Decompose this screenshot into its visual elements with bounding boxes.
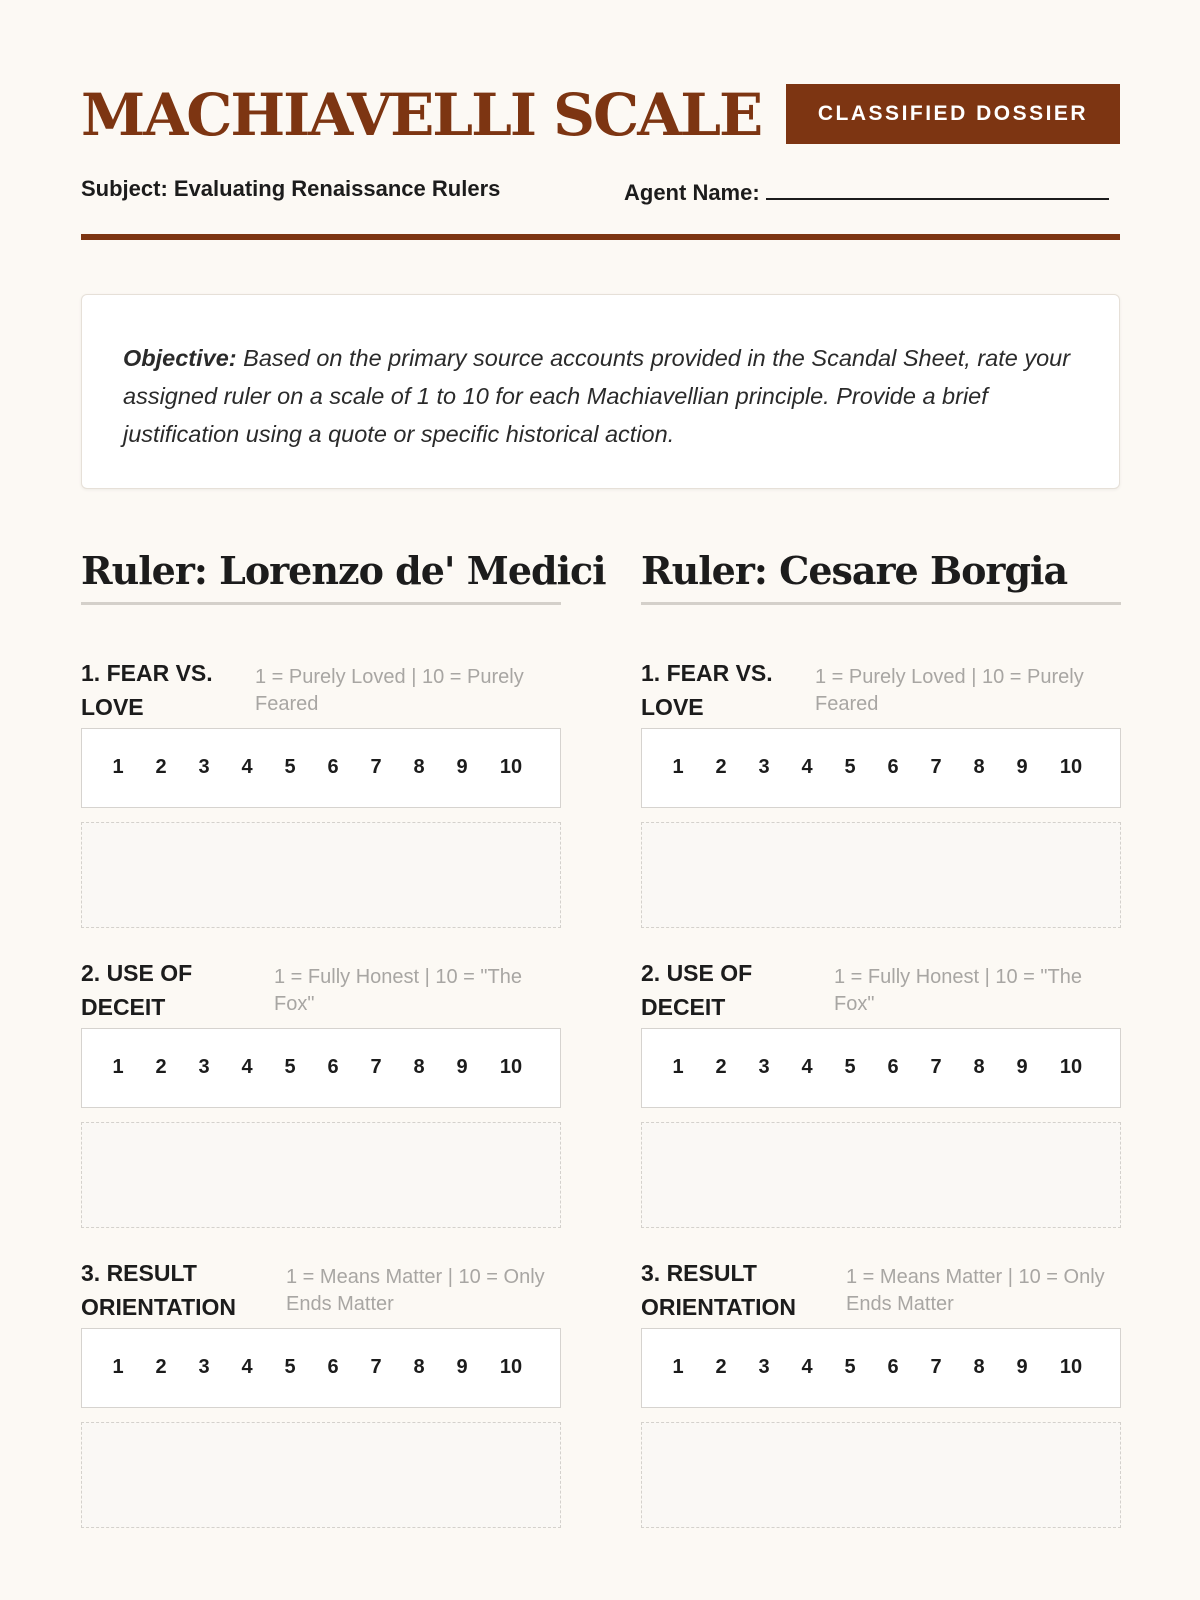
justification-box[interactable] — [81, 1122, 561, 1228]
rating-option-7[interactable]: 7 — [370, 1356, 382, 1378]
justification-box[interactable] — [81, 1422, 561, 1528]
ruler-divider — [81, 602, 561, 605]
rating-option-9[interactable]: 9 — [1016, 1056, 1028, 1078]
rating-option-5[interactable]: 5 — [844, 756, 856, 778]
rating-option-7[interactable]: 7 — [930, 756, 942, 778]
rating-option-3[interactable]: 3 — [198, 756, 210, 778]
rating-option-5[interactable]: 5 — [284, 756, 296, 778]
rating-scale — [641, 1028, 1121, 1108]
rating-option-6[interactable]: 6 — [887, 756, 899, 778]
rating-option-5[interactable]: 5 — [844, 1056, 856, 1078]
justification-box[interactable] — [641, 822, 1121, 928]
criterion-label: 1. FEAR VS. LOVE — [641, 660, 773, 720]
rating-option-9[interactable]: 9 — [456, 1056, 468, 1078]
rating-option-8[interactable]: 8 — [973, 1356, 985, 1378]
rating-option-2[interactable]: 2 — [155, 756, 167, 778]
criterion-scale-description: 1 = Purely Loved | 10 = Purely Feared — [815, 666, 1084, 715]
criterion-scale-description: 1 = Means Matter | 10 = Only Ends Matter — [286, 1266, 545, 1315]
rating-option-6[interactable]: 6 — [327, 1356, 339, 1378]
rating-option-4[interactable]: 4 — [241, 1056, 253, 1078]
rating-option-3[interactable]: 3 — [198, 1056, 210, 1078]
rating-option-5[interactable]: 5 — [284, 1356, 296, 1378]
rating-option-6[interactable]: 6 — [887, 1056, 899, 1078]
rating-option-1[interactable]: 1 — [112, 756, 124, 778]
rating-option-8[interactable]: 8 — [413, 1056, 425, 1078]
header-divider — [81, 234, 1120, 240]
rating-option-1[interactable]: 1 — [672, 756, 684, 778]
rating-option-9[interactable]: 9 — [1016, 756, 1028, 778]
rating-option-5[interactable]: 5 — [844, 1356, 856, 1378]
rating-scale — [641, 1328, 1121, 1408]
rating-option-3[interactable]: 3 — [758, 1056, 770, 1078]
criterion-scale-description: 1 = Fully Honest | 10 = "The Fox" — [834, 966, 1082, 1015]
rating-option-7[interactable]: 7 — [930, 1056, 942, 1078]
rating-option-9[interactable]: 9 — [1016, 1356, 1028, 1378]
rating-option-10[interactable]: 10 — [499, 1356, 523, 1378]
justification-box[interactable] — [641, 1422, 1121, 1528]
objective-text: Based on the primary source accounts provided in the Scandal Sheet, rate your assigned ruler on a scale of 1 to 10 for each Machiavellian principle. Provide a brief justification using a quote or specific historical action. — [123, 345, 1071, 447]
rating-option-6[interactable]: 6 — [327, 1056, 339, 1078]
rating-option-10[interactable]: 10 — [499, 1056, 523, 1078]
rating-option-4[interactable]: 4 — [801, 756, 813, 778]
rating-option-8[interactable]: 8 — [413, 756, 425, 778]
rating-option-6[interactable]: 6 — [327, 756, 339, 778]
rating-option-3[interactable]: 3 — [758, 1356, 770, 1378]
rating-scale — [81, 728, 561, 808]
rating-option-9[interactable]: 9 — [456, 1356, 468, 1378]
agent-name-blank[interactable] — [766, 176, 1109, 200]
rating-option-10[interactable]: 10 — [499, 756, 523, 778]
criterion-label: 3. RESULT ORIENTATION — [641, 1260, 797, 1320]
rating-option-3[interactable]: 3 — [198, 1356, 210, 1378]
rating-option-1[interactable]: 1 — [672, 1056, 684, 1078]
rating-option-8[interactable]: 8 — [973, 1056, 985, 1078]
classified-badge: CLASSIFIED DOSSIER — [786, 84, 1120, 144]
objective-lead: Objective: — [123, 345, 237, 371]
criterion-scale-description: 1 = Fully Honest | 10 = "The Fox" — [274, 966, 522, 1015]
rating-option-10[interactable]: 10 — [1059, 1056, 1083, 1078]
rating-scale — [641, 728, 1121, 808]
rating-option-8[interactable]: 8 — [973, 756, 985, 778]
rating-option-3[interactable]: 3 — [758, 756, 770, 778]
rating-option-7[interactable]: 7 — [370, 1056, 382, 1078]
rating-option-2[interactable]: 2 — [715, 1056, 727, 1078]
agent-name-label: Agent Name: — [624, 180, 760, 205]
rating-option-7[interactable]: 7 — [370, 756, 382, 778]
criterion-label: 2. USE OF DECEIT — [641, 960, 753, 1020]
justification-box[interactable] — [641, 1122, 1121, 1228]
rating-option-1[interactable]: 1 — [112, 1356, 124, 1378]
agent-name-field[interactable] — [624, 176, 1109, 206]
criterion-scale-description: 1 = Purely Loved | 10 = Purely Feared — [255, 666, 524, 715]
justification-box[interactable] — [81, 822, 561, 928]
criterion-label: 1. FEAR VS. LOVE — [81, 660, 213, 720]
page-title: MACHIAVELLI SCALE — [81, 81, 762, 149]
ruler-title: Ruler: Lorenzo de' Medici — [81, 548, 606, 593]
rating-option-4[interactable]: 4 — [801, 1056, 813, 1078]
rating-option-4[interactable]: 4 — [241, 756, 253, 778]
ruler-column-borgia — [641, 540, 1121, 1378]
rating-scale — [81, 1028, 561, 1108]
rating-option-7[interactable]: 7 — [930, 1356, 942, 1378]
rating-option-1[interactable]: 1 — [672, 1356, 684, 1378]
criterion-label: 2. USE OF DECEIT — [81, 960, 193, 1020]
rating-option-4[interactable]: 4 — [801, 1356, 813, 1378]
rating-option-4[interactable]: 4 — [241, 1356, 253, 1378]
rating-option-6[interactable]: 6 — [887, 1356, 899, 1378]
objective-box — [81, 294, 1120, 489]
rating-option-8[interactable]: 8 — [413, 1356, 425, 1378]
ruler-divider — [641, 602, 1121, 605]
header — [81, 81, 1120, 149]
ruler-title: Ruler: Cesare Borgia — [641, 548, 1068, 593]
criterion-scale-description: 1 = Means Matter | 10 = Only Ends Matter — [846, 1266, 1105, 1315]
rating-option-5[interactable]: 5 — [284, 1056, 296, 1078]
rating-option-10[interactable]: 10 — [1059, 1356, 1083, 1378]
rating-option-2[interactable]: 2 — [155, 1356, 167, 1378]
rating-option-1[interactable]: 1 — [112, 1056, 124, 1078]
ruler-column-medici — [81, 540, 606, 1378]
rating-option-2[interactable]: 2 — [155, 1056, 167, 1078]
criterion-label: 3. RESULT ORIENTATION — [81, 1260, 237, 1320]
rating-option-2[interactable]: 2 — [715, 1356, 727, 1378]
meta-row — [81, 176, 1120, 206]
rating-option-2[interactable]: 2 — [715, 756, 727, 778]
rating-option-10[interactable]: 10 — [1059, 756, 1083, 778]
rating-scale — [81, 1328, 561, 1408]
subject-line: Subject: Evaluating Renaissance Rulers — [81, 176, 501, 201]
worksheet-page — [81, 0, 1120, 1600]
rating-option-9[interactable]: 9 — [456, 756, 468, 778]
